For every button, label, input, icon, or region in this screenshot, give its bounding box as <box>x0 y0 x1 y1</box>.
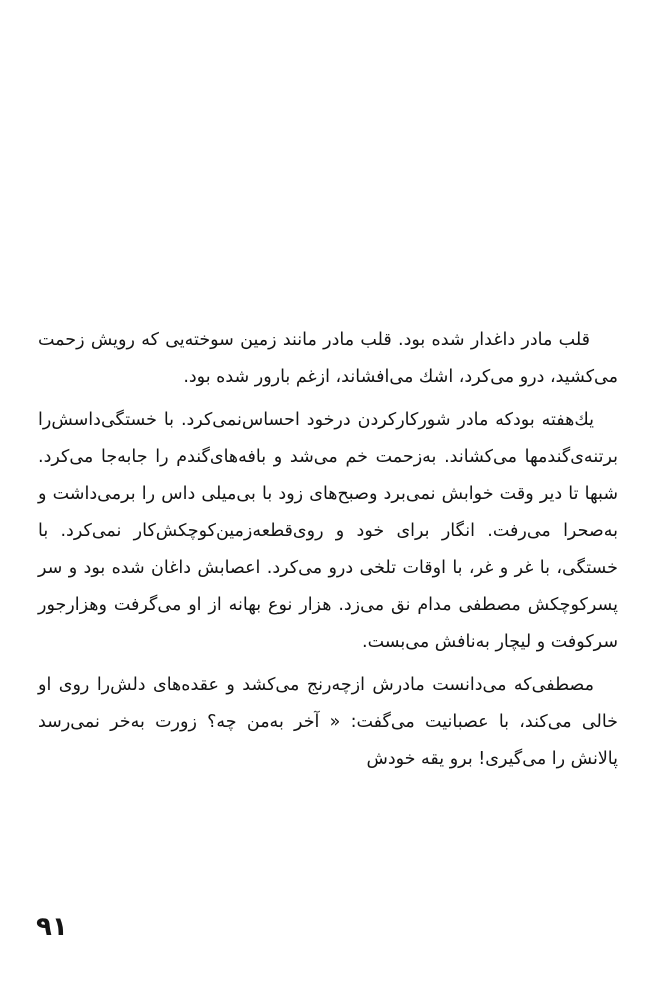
body-text <box>38 322 618 784</box>
paragraph-3: مصطفی‌که می‌دانست مادرش ازچه‌رنج می‌کشد و عقده‌های دلش‌را روی او خالی می‌کند، با عصبانیت می‌گفت: « آخر به‌من چه؟ زورت به‌خر نمی‌رسد پالانش را می‌گیری! برو یقه خودش <box>38 675 618 769</box>
paragraph-2: يك‌هفته بودكه مادر شوركاركردن درخود احساس‌نمی‌کرد. با خستگی‌داسش‌را برتنه‌ی‌گندمها می‌کشاند. به‌زحمت خم می‌شد و بافه‌های‌گندم را جابه‌جا می‌کرد. شبها تا دیر وقت خوابش نمی‌برد وصبح‌های زود با بی‌میلی داس را برمی‌داشت و به‌صحرا می‌رفت. انگار برای خود و روی‌قطعه‌زمین‌کوچکش‌کار نمی‌کرد. با خستگی، با غر و غر، با اوقات تلخی درو می‌کرد. اعصابش داغان شده بود و سر پسرکوچکش مصطفی مدام نق می‌زد. هزار نوع بهانه از او می‌گرفت وهزارجور سرکوفت و لیچار به‌نافش می‌بست. <box>38 410 618 652</box>
page-number: ۹۱ <box>36 912 68 942</box>
paragraph-1: قلب مادر داغدار شده بود. قلب مادر مانند زمین سوخته‌یی که رویش زحمت می‌کشید، درو می‌کرد، اشك می‌افشاند، ازغم بارور شده بود. <box>38 330 618 387</box>
